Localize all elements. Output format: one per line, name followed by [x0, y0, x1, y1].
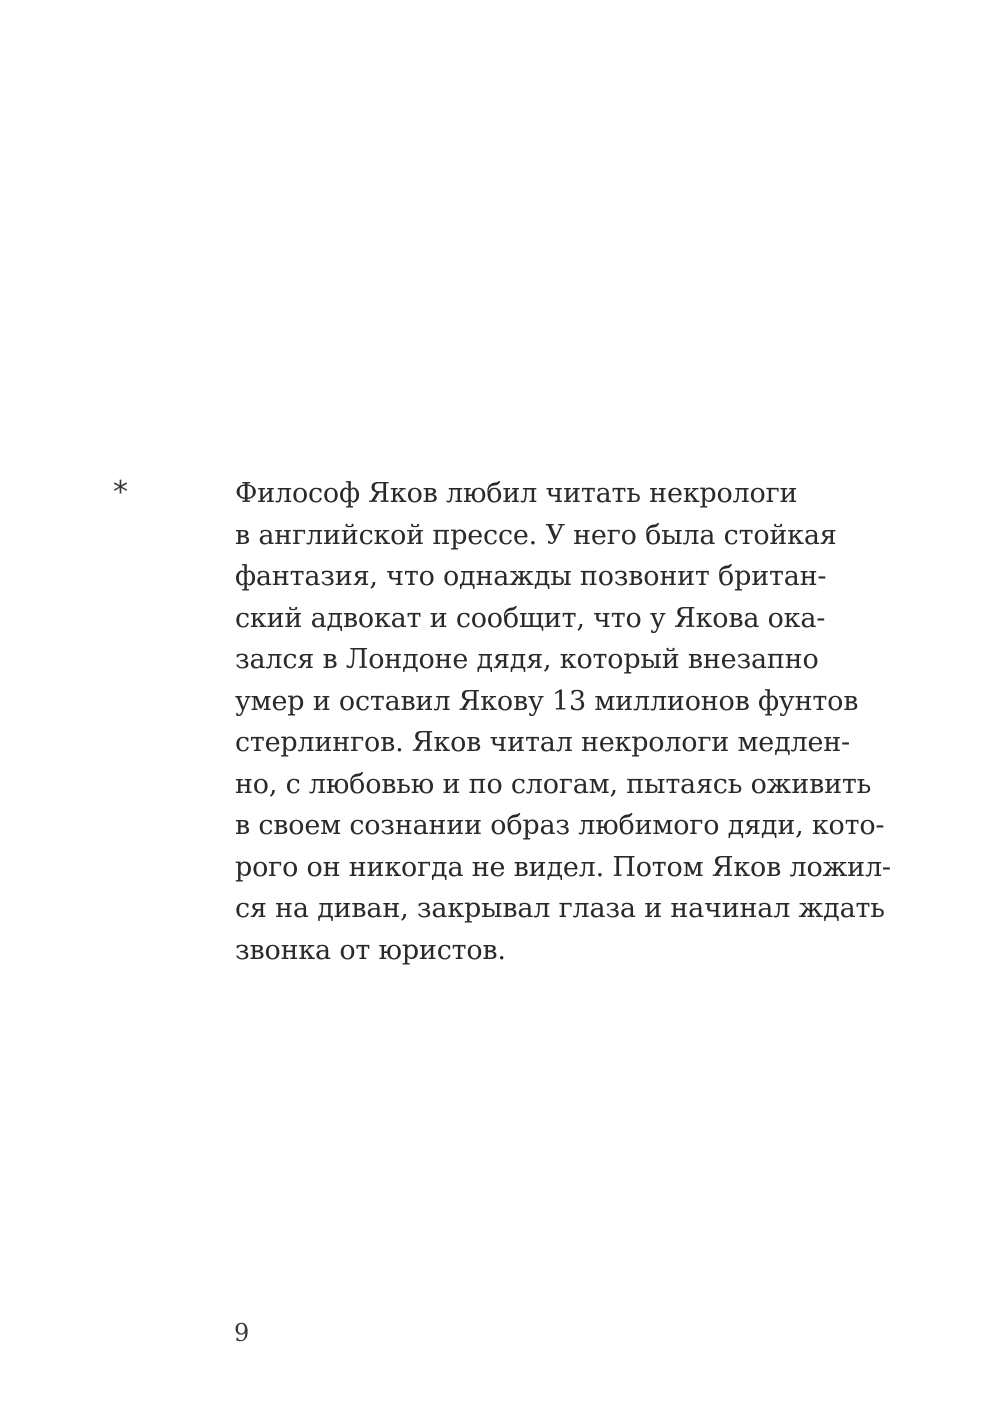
text-line: но, с любовью и по слогам, пытаясь оживить	[235, 768, 872, 800]
text-line: ский адвокат и сообщит, что у Якова ока-	[235, 602, 826, 634]
text-line: в английской прессе. У него была стойкая	[235, 519, 837, 551]
text-line: рого он никогда не видел. Потом Яков ложил-	[235, 851, 891, 883]
text-line: в своем сознании образ любимого дяди, кото-	[235, 810, 885, 841]
text-line: умер и оставил Якову 13 миллионов фунтов	[235, 685, 859, 717]
text-line: ся на диван, закрывал глаза и начинал ждать	[235, 893, 885, 924]
text-line: Философ Яков любил читать некрологи	[235, 478, 798, 509]
text-line: звонка от юристов.	[235, 934, 506, 966]
asterisk-marker: *	[113, 475, 128, 510]
paragraph	[235, 473, 935, 971]
text-line: стерлингов. Яков читал некрологи медлен-	[235, 727, 850, 758]
text-line: зался в Лондоне дядя, который внезапно	[235, 644, 819, 675]
text-line: фантазия, что однажды позвонит британ-	[235, 561, 827, 592]
page-number: 9	[234, 1319, 250, 1347]
